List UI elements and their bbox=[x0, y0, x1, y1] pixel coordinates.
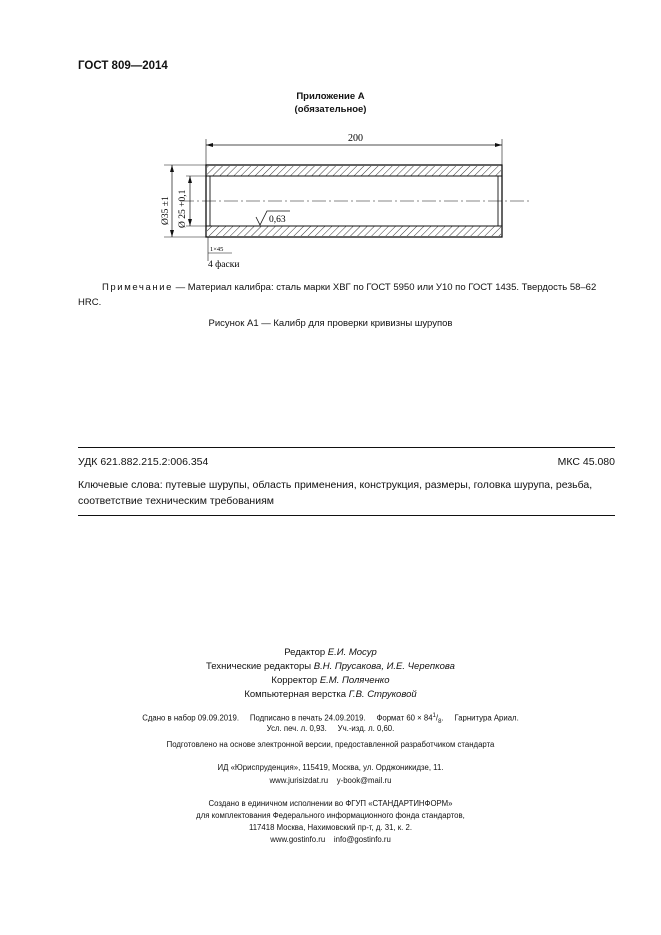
note-label: Примечание bbox=[102, 282, 173, 293]
credit-layout bbox=[0, 687, 661, 702]
created-line-4 bbox=[0, 833, 661, 846]
dim-inner-label: Ø 25 +0,1 bbox=[178, 189, 188, 228]
imprint-set-date: Сдано в набор 09.09.2019. bbox=[142, 713, 239, 723]
appendix-title: Приложение А bbox=[296, 91, 365, 102]
credit-tech bbox=[0, 659, 661, 674]
publisher-line-2 bbox=[0, 774, 661, 787]
imprint-line-3: Подготовлено на основе электронной версии, предоставленной разработчиком стандарта bbox=[166, 740, 495, 749]
document-number: ГОСТ 809—2014 bbox=[78, 60, 168, 72]
appendix-status: (обязательное) bbox=[294, 104, 367, 115]
created-line-2: для комплектования Федерального информационного фонда стандартов, bbox=[196, 811, 465, 820]
note-dash: — bbox=[175, 282, 186, 293]
udk-code: УДК 621.882.215.2:006.354 bbox=[78, 456, 209, 468]
tech-names: В.Н. Прусакова, И.Е. Черепкова bbox=[313, 661, 455, 672]
corrector-name: Е.М. Поляченко bbox=[319, 675, 390, 686]
imprint-line-1: Сдано в набор 09.09.2019. Подписано в печать 24.09.2019. Формат $60 \times 84^1/_8$. Гарнитура Ариал. bbox=[142, 713, 519, 726]
note-paragraph bbox=[78, 280, 618, 310]
imprint-format: Формат 60 × 84 bbox=[376, 713, 433, 723]
credit-corrector bbox=[0, 673, 661, 688]
chamfer-note-label: 4 фаски bbox=[208, 260, 240, 270]
imprint-font: Гарнитура Ариал. bbox=[454, 713, 519, 723]
imprint-print-date: Подписано в печать 24.09.2019. bbox=[249, 713, 366, 723]
imprint-publish-sheets: Уч.-изд. л. 0,60. bbox=[337, 724, 395, 733]
created-line-1: Создано в единичном исполнении во ФГУП «СТАНДАРТИНФОРМ» bbox=[208, 799, 453, 808]
dim-length-label: 200 bbox=[348, 133, 363, 144]
figure-caption: Рисунок А1 — Калибр для проверки кривизны шурупов bbox=[208, 318, 453, 329]
publisher-email[interactable]: y-book@mail.ru bbox=[336, 776, 392, 785]
gostinfo-email[interactable]: info@gostinfo.ru bbox=[333, 835, 391, 844]
corrector-label: Корректор bbox=[271, 675, 318, 686]
imprint-line-2 bbox=[0, 722, 661, 735]
rule-bottom bbox=[78, 515, 615, 516]
chamfer-size-label: 1×45 bbox=[210, 246, 224, 253]
layout-name: Г.В. Струковой bbox=[348, 689, 417, 700]
tech-label: Технические редакторы bbox=[206, 661, 312, 672]
note-text: Материал калибра: сталь марки ХВГ по ГОСТ 5950 или У10 по ГОСТ 1435. Твердость 58–62 HRC. bbox=[78, 282, 597, 308]
gostinfo-url[interactable]: www.gostinfo.ru bbox=[270, 835, 326, 844]
created-line-3: 117418 Москва, Нахимовский пр-т, д. 31, к. 2. bbox=[248, 823, 413, 832]
publisher-url[interactable]: www.jurisizdat.ru bbox=[269, 776, 329, 785]
credit-editor bbox=[0, 645, 661, 660]
roughness-label: 0,63 bbox=[269, 215, 286, 225]
gauge-drawing bbox=[150, 125, 530, 275]
imprint-format-num: 1 bbox=[432, 713, 436, 719]
rule-top bbox=[78, 447, 615, 448]
wall-top-hatch bbox=[207, 166, 501, 176]
keywords: Ключевые слова: путевые шурупы, область применения, конструкция, размеры, головка шурупа, резьба, соответствие техническим требованиям bbox=[78, 479, 593, 507]
layout-label: Компьютерная верстка bbox=[244, 689, 347, 700]
editor-name: Е.И. Мосур bbox=[327, 647, 377, 658]
publisher-line-1: ИД «Юриспруденция», 115419, Москва, ул. Орджоникидзе, 11. bbox=[217, 763, 444, 772]
wall-bottom-hatch bbox=[207, 226, 501, 236]
dim-outer-label: Ø35 ±1 bbox=[161, 196, 171, 225]
imprint-print-sheets: Усл. печ. л. 0,93. bbox=[266, 724, 327, 733]
imprint-format-den: 8 bbox=[438, 719, 442, 726]
mks-code: МКС 45.080 bbox=[557, 456, 615, 468]
editor-label: Редактор bbox=[284, 647, 326, 658]
